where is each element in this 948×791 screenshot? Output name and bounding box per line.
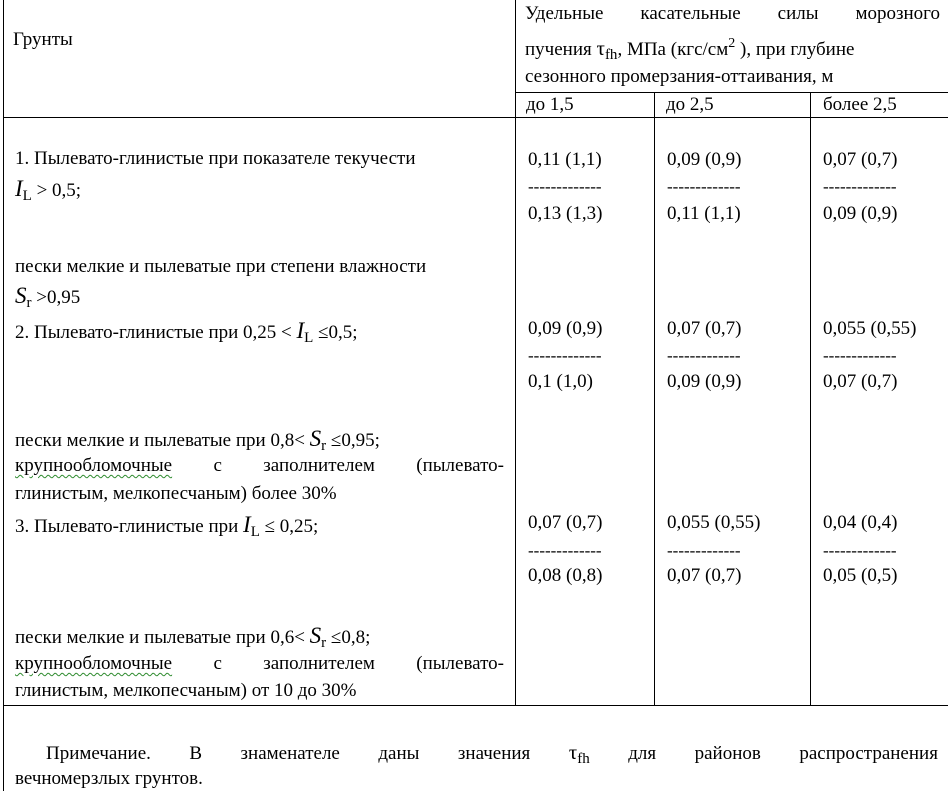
header-depth-1: до 1,5 [526, 94, 574, 115]
row1-depth1-denominator: 0,13 (1,3) [528, 203, 603, 224]
table-bottom-line [3, 705, 948, 706]
column-divider-depth-1 [654, 92, 655, 706]
row3-clay-line1: 3. Пылевато-глинистые при $I_L \le 0,25$; [15, 512, 319, 540]
row2-depth3-denominator: 0,07 (0,7) [823, 371, 898, 392]
row2-depth2-numerator: 0,07 (0,7) [667, 318, 742, 339]
row1-sand-line2: $S_r >0,95$ [15, 283, 81, 311]
row2-depth2-divider: ------------- [667, 346, 741, 365]
row3-depth2-divider: ------------- [667, 541, 741, 560]
row3-depth3-denominator: 0,05 (0,5) [823, 565, 898, 586]
row3-depth2-denominator: 0,07 (0,7) [667, 565, 742, 586]
row1-depth2-denominator: 0,11 (1,1) [667, 203, 741, 224]
row3-depth3-divider: ------------- [823, 541, 897, 560]
row3-depth3-numerator: 0,04 (0,4) [823, 512, 898, 533]
row2-coarse-line1: крупнообломочные с заполнителем (пылевато- [15, 455, 504, 476]
row2-depth1-denominator: 0,1 (1,0) [528, 371, 593, 392]
row3-depth1-denominator: 0,08 (0,8) [528, 565, 603, 586]
column-divider-soil [515, 0, 516, 706]
row1-depth1-divider: ------------- [528, 177, 602, 196]
column-divider-depth-2 [810, 92, 811, 706]
header-depth-2: до 2,5 [666, 94, 714, 115]
row2-depth1-numerator: 0,09 (0,9) [528, 318, 603, 339]
header-depth-3: более 2,5 [823, 94, 897, 115]
row3-depth1-numerator: 0,07 (0,7) [528, 512, 603, 533]
row1-depth2-divider: ------------- [667, 177, 741, 196]
row3-sand-line: пески мелкие и пылеватые при $0,6< S_r \le 0,8$; [15, 623, 371, 651]
row3-depth2-numerator: 0,055 (0,55) [667, 512, 761, 533]
row2-coarse-line2: глинистым, мелкопесчаным) более 30% [15, 483, 337, 504]
header-title-line1: Удельные касательные силы морозного [525, 3, 940, 24]
header-soil-label: Грунты [13, 29, 73, 50]
row1-depth1-numerator: 0,11 (1,1) [528, 149, 602, 170]
header-title-line2: пучения $\tau_{fh}$, МПа ($кгс/см^2$ ), при глубине [525, 36, 855, 63]
row2-sand-line: пески мелкие и пылеватые при $0,8< S_r \le 0,95$; [15, 426, 380, 454]
row3-coarse-line2: глинистым, мелкопесчаным) от 10 до 30% [15, 680, 357, 701]
header-depth-separator [515, 92, 948, 93]
row1-depth3-denominator: 0,09 (0,9) [823, 203, 898, 224]
row2-depth1-divider: ------------- [528, 346, 602, 365]
header-title-line3: сезонного промерзания-оттаивания, м [525, 66, 834, 87]
row3-coarse-line1: крупнообломочные с заполнителем (пылевато- [15, 653, 504, 674]
tau-symbol: τ [596, 36, 605, 60]
row2-clay-line1: 2. Пылевато-глинистые при $0,25 < I_L \le 0,5$; [15, 318, 358, 346]
note-left-border [3, 706, 4, 791]
table-header-separator-soil [3, 117, 516, 118]
row1-depth3-numerator: 0,07 (0,7) [823, 149, 898, 170]
note-tau-symbol: τ [568, 740, 578, 764]
row3-depth1-divider: ------------- [528, 541, 602, 560]
row1-sand-line1: пески мелкие и пылеватые при степени влажности [15, 256, 427, 277]
row1-depth3-divider: ------------- [823, 177, 897, 196]
note-line1: Примечание. В знаменателе даны значения $\tau_{fh}$ для районов распространения [46, 740, 938, 767]
header-bottom-line [515, 117, 948, 118]
table-left-border [3, 0, 4, 706]
row2-depth3-divider: ------------- [823, 346, 897, 365]
row2-depth3-numerator: 0,055 (0,55) [823, 318, 917, 339]
row1-depth2-numerator: 0,09 (0,9) [667, 149, 742, 170]
row2-depth2-denominator: 0,09 (0,9) [667, 371, 742, 392]
row1-clay-line1: 1. Пылевато-глинистые при показателе текучести [15, 148, 416, 169]
row1-clay-line2: $I_L > 0,5$; [15, 176, 82, 204]
note-line2: вечномерзлых грунтов. [15, 768, 203, 789]
